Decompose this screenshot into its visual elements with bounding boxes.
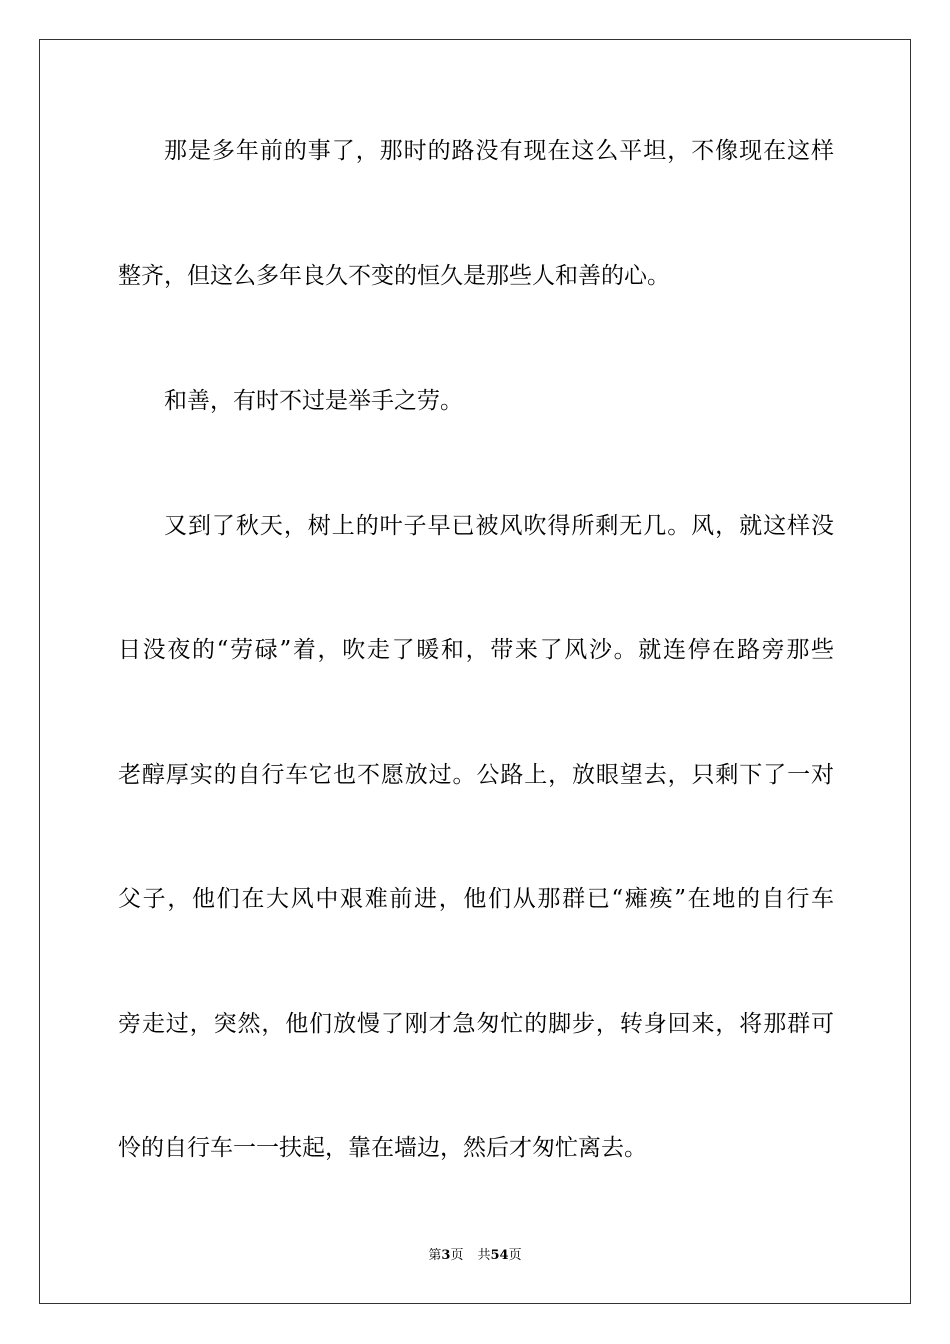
paragraph-3-line-5: 旁走过，突然，他们放慢了刚才急匆忙的脚步，转身回来，将那群可 [118, 1011, 834, 1037]
paragraph-3-line-4: 父子，他们在大风中艰难前进，他们从那群已“瘫痪”在地的自行车 [118, 886, 834, 912]
footer-total-suffix: 页 [508, 1248, 522, 1263]
paragraph-3-line-3: 老醇厚实的自行车它也不愿放过。公路上，放眼望去，只剩下了一对 [118, 762, 834, 788]
paragraph-3-line-2: 日没夜的“劳碌”着，吹走了暖和，带来了风沙。就连停在路旁那些 [118, 637, 834, 663]
paragraph-1-line-2: 整齐，但这么多年良久不变的恒久是那些人和善的心。 [118, 263, 670, 289]
footer-total-prefix: 共 [477, 1248, 491, 1263]
footer-page-prefix: 第 [428, 1248, 442, 1263]
page-frame [39, 39, 911, 1304]
paragraph-3-line-6: 怜的自行车一一扶起，靠在墙边，然后才匆忙离去。 [118, 1135, 647, 1161]
footer-page-number: 3 [441, 1248, 451, 1263]
paragraph-1-line-1: 那是多年前的事了，那时的路没有现在这么平坦，不像现在这样 [164, 138, 834, 164]
footer-total-pages: 54 [490, 1248, 509, 1263]
paragraph-3-line-1: 又到了秋天，树上的叶子早已被风吹得所剩无几。风，就这样没 [164, 513, 834, 539]
footer-page-suffix: 页 [450, 1248, 464, 1263]
page-footer [0, 1248, 950, 1264]
paragraph-2-line-1: 和善，有时不过是举手之劳。 [164, 388, 463, 414]
